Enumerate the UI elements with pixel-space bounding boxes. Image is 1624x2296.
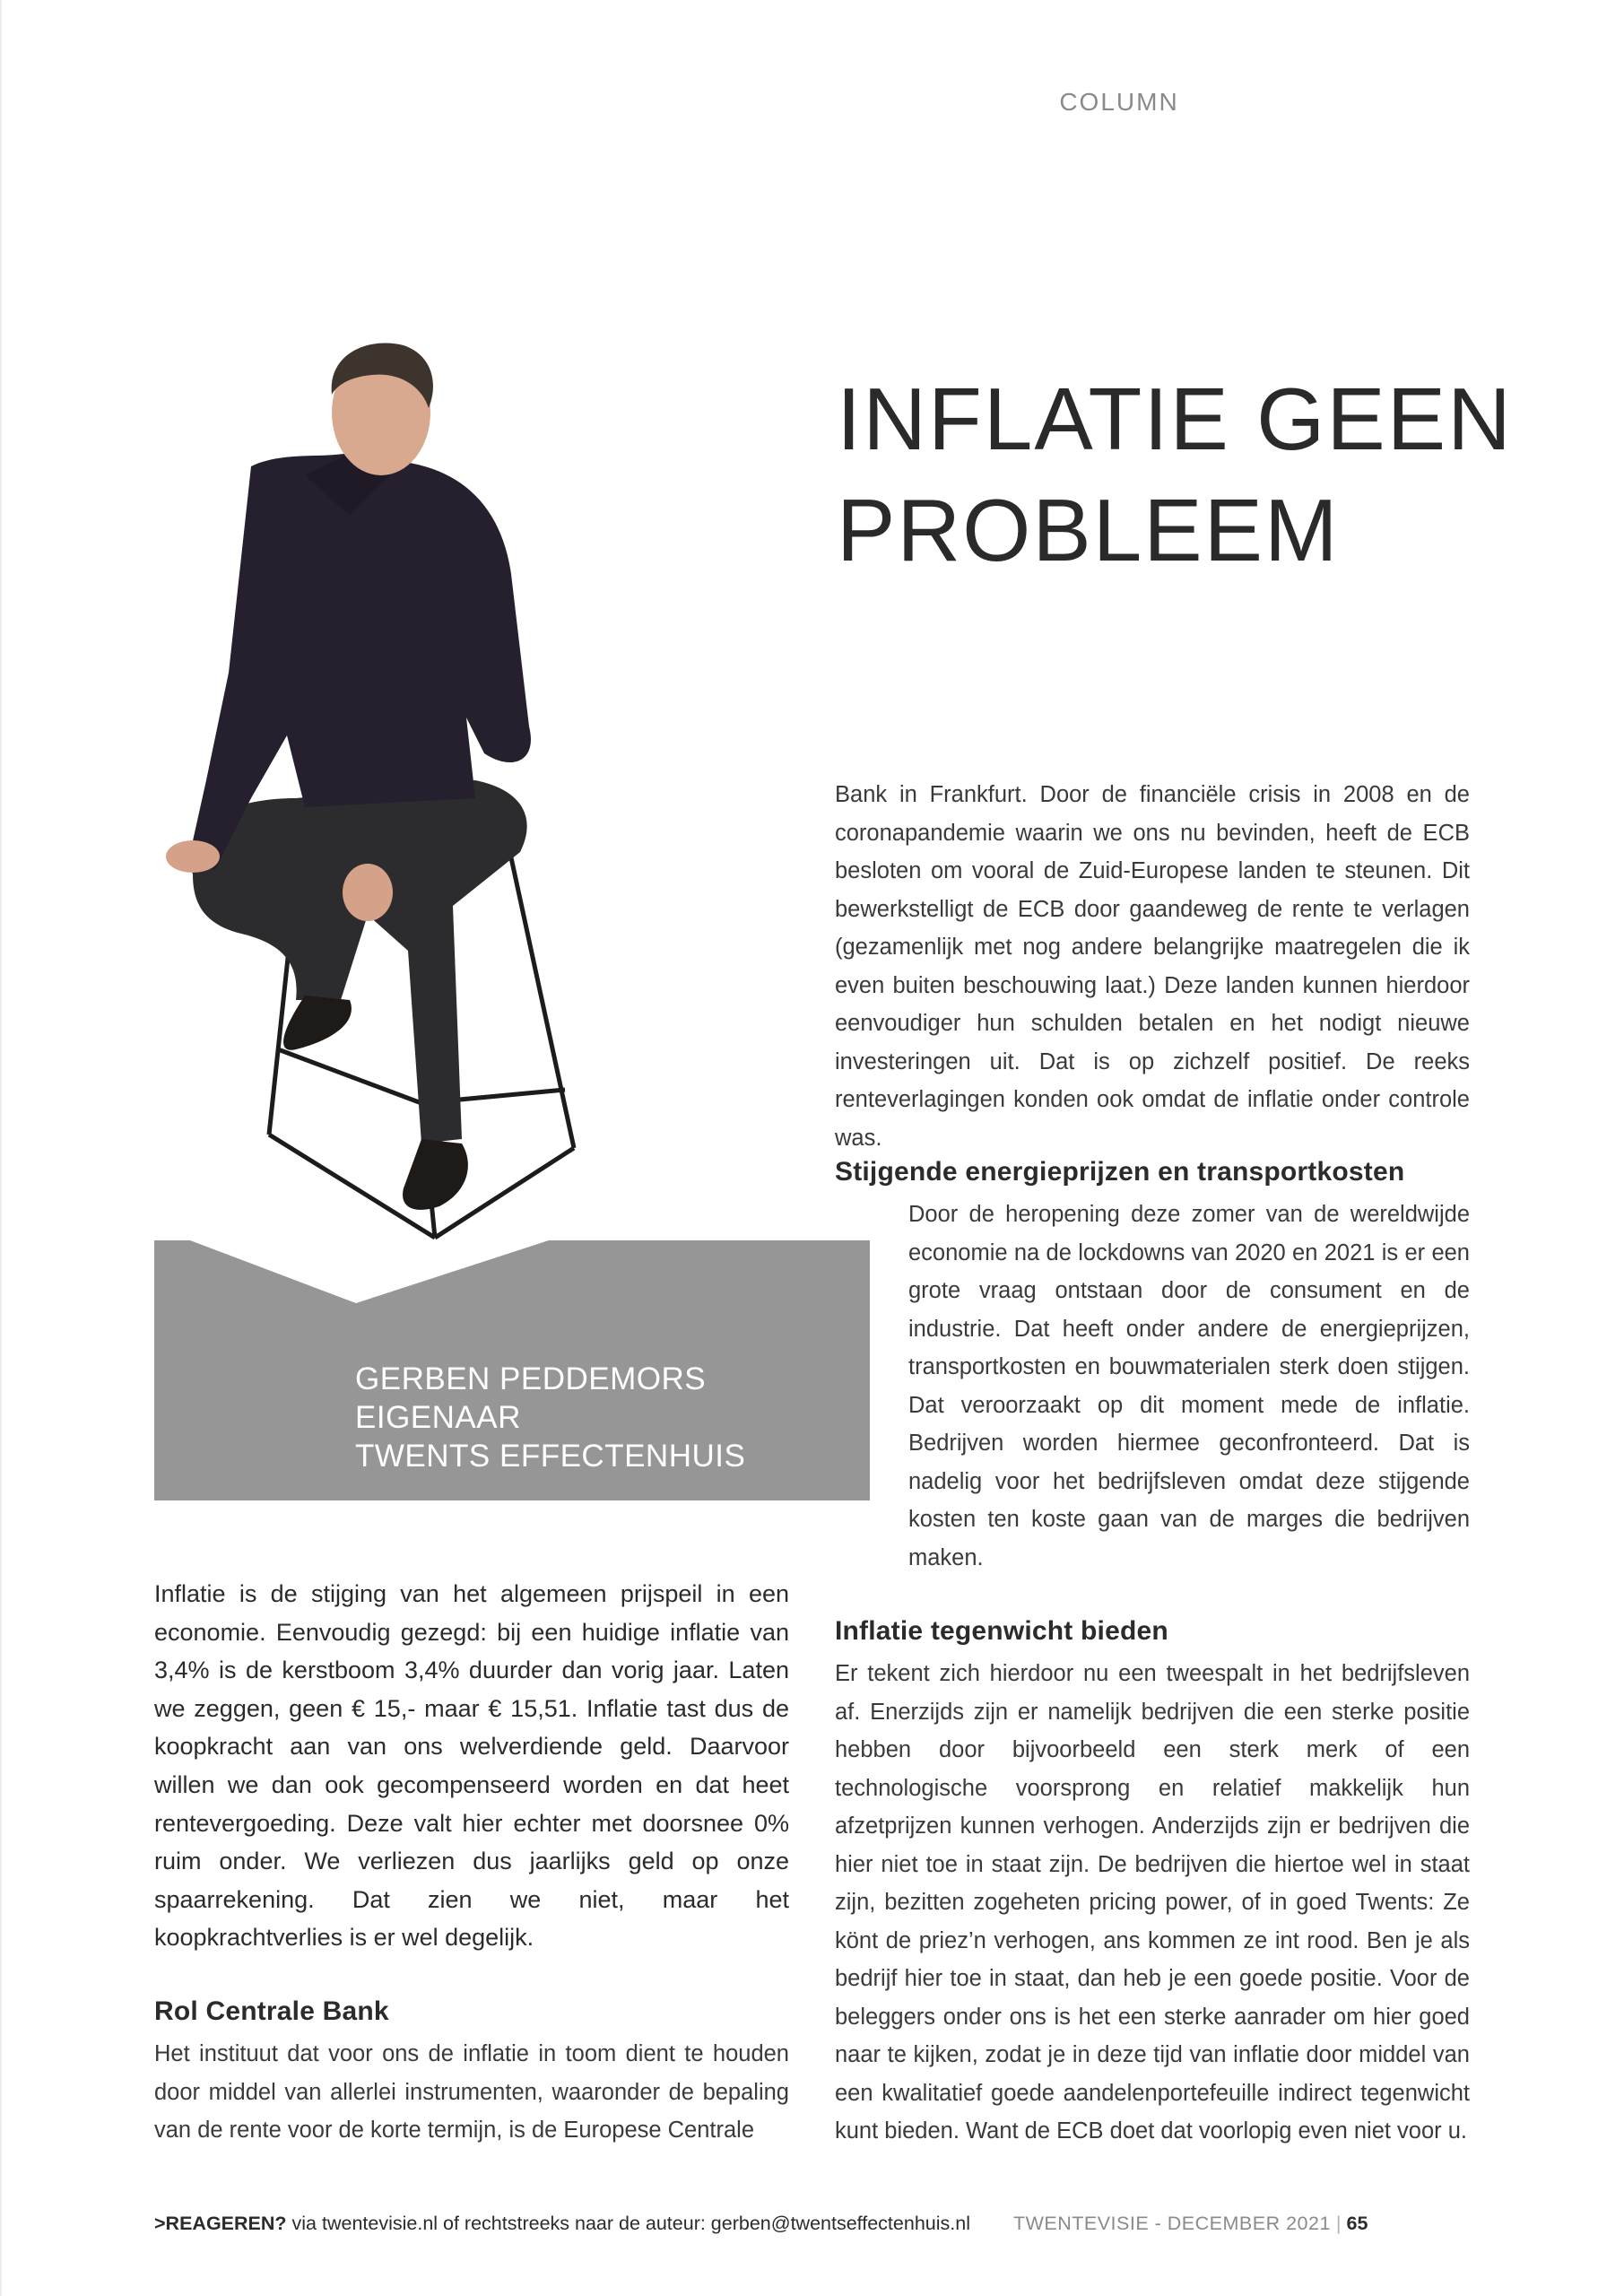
article-title [837, 363, 1554, 586]
author-name: GERBEN PEDDEMORS [355, 1361, 707, 1396]
section-heading-energieprijzen: Stijgende energieprijzen en transportkosten [835, 1157, 1405, 1187]
page-footer [154, 2213, 1499, 2235]
right-shoe [403, 1139, 468, 1210]
intro-paragraph: Inflatie is de stijging van het algemeen prijspeil in een economie. Eenvoudig gezegd: bij een huidige inflatie van 3,4% is de kerstboom 3,4% duurder dan vorig jaar. Laten we zeggen, geen € 15,- maar € 15,51. Inflatie tast dus de koopkracht aan van ons welverdiende geld. Daarvoor willen we dan ook gecompenseerd worden en dat heet rentevergoeding. Deze valt hier echter met doorsnee 0% ruim onder. We verliezen dus jaarlijks geld op onze spaarrekening. Dat zien we niet, maar het koopkrachtverlies is er wel degelijk. [154, 1580, 789, 1952]
article-title-line-2: PROBLEEM [837, 481, 1340, 579]
author-role: EIGENAAR [355, 1400, 521, 1435]
section-heading-tegenwicht: Inflatie tegenwicht bieden [835, 1616, 1168, 1646]
section-text-rol-centrale-bank: Het instituut dat voor ons de inflatie in toom dient te houden door middel van allerlei instrumenten, waaronder de bepaling van de rente voor de korte termijn, is de Europese Centrale [154, 2041, 789, 2143]
section-label: COLUMN [1059, 88, 1179, 116]
footer-reageren: >REAGEREN? [154, 2213, 287, 2234]
left-shoe [283, 996, 352, 1050]
section-text-continued: Bank in Frankfurt. Door de financiële crisis in 2008 en de coronapandemie waarin we ons nu bevinden, heeft de ECB besloten om vooral de Zuid-Europese landen te steunen. Dit bewerkstelligt de ECB door gaandeweg de rente te verlagen (gezamenlijk met nog andere belangrijke maatregelen die ik even buiten beschouwing laat.) Deze landen kunnen hierdoor eenvoudiger hun schulden betalen en het nodigt nieuwe investeringen uit. Dat is op zichzelf positief. De reeks renteverlagingen konden ook omdat de inflatie onder controle was. [835, 782, 1470, 1151]
page-edge-rule [0, 0, 2, 2296]
page-number: 65 [1346, 2213, 1368, 2234]
footer-magazine: TWENTEVISIE - DECEMBER 2021 [1012, 2213, 1331, 2234]
section-text-energieprijzen: Door de heropening deze zomer van de wereldwijde economie na de lockdowns van 2020 en 2021 is er een grote vraag ontstaan door de consument en de industrie. Dat heeft onder andere de energieprijzen, transportkosten en bouwmaterialen sterk doen stijgen. Dat veroorzaakt op dit moment mede de inflatie. Bedrijven worden hiermee geconfronteerd. Dat is nadelig voor het bedrijfsleven omdat deze stijgende kosten ten koste gaan van de marges die bedrijven maken. [908, 1202, 1470, 1570]
section-heading-rol-centrale-bank: Rol Centrale Bank [154, 1996, 389, 2026]
article-title-line-1: INFLATIE GEEN [837, 370, 1513, 468]
footer-separator: | [1335, 2213, 1342, 2234]
pants [190, 780, 527, 1144]
author-portrait [143, 332, 610, 1309]
right-hand [343, 864, 393, 921]
left-hand [166, 840, 220, 873]
section-text-tegenwicht: Er tekent zich hierdoor nu een tweespalt in het bedrijfsleven af. Enerzijds zijn er namelijk bedrijven die een sterke positie hebben door bijvoorbeeld een sterk merk of een technologische voorsprong en relatief makkelijk hun afzetprijzen kunnen verhogen. Anderzijds zijn er bedrijven die hier niet toe in staat zijn. De bedrijven die hiertoe wel in staat zijn, bezitten zogeheten pricing power, of in goed Twents: Ze könt de priez’n verhogen, ans kommen ze int rood. Ben je als bedrijf hier toe in staat, dan heb je een goede positie. Voor de beleggers onder ons is het een sterke aanrader om hier goed naar te kijken, zodat je in deze tijd van inflatie door middel van een kwalitatief goede aandelenportefeuille indirect tegenwicht kunt bieden. Want de ECB doet dat voorlopig even niet voor u. [835, 1661, 1470, 2144]
footer-contact-text: via twentevisie.nl of rechtstreeks naar de auteur: gerben@twentseffectenhuis.nl [291, 2213, 970, 2234]
author-caption [355, 1360, 857, 1475]
author-company: TWENTS EFFECTENHUIS [355, 1439, 746, 1474]
